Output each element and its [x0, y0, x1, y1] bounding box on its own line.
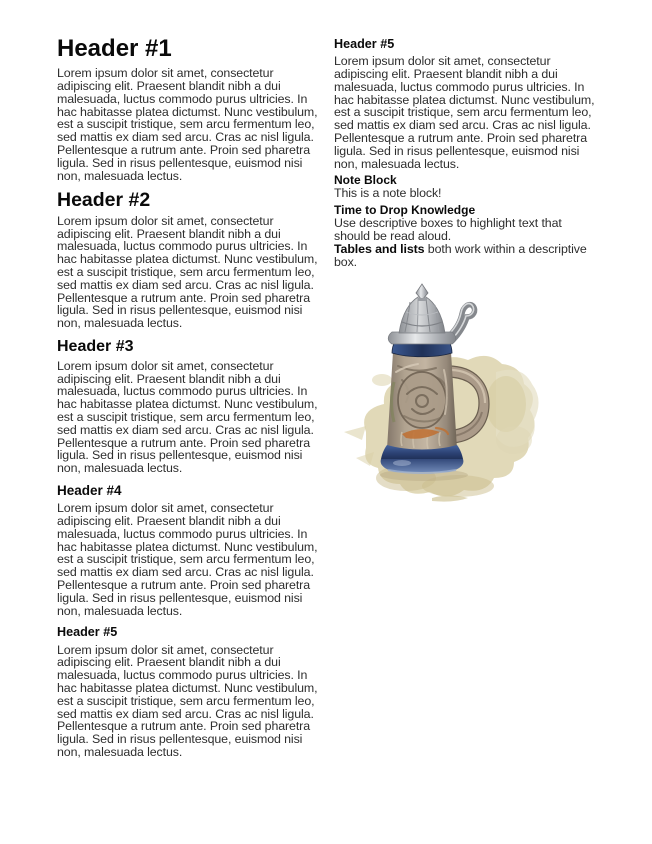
note-block-title: Note Block — [334, 173, 397, 188]
header-5-continued-paragraph: Lorem ipsum dolor sit amet, consectetur adipiscing elit. Praesent blandit nibh a dui malesuada, luctus commodo purus ultricies. In hac habitasse platea dictumst. Nunc vestibulum, est a suscipit tristique, sem arcu fermentum leo, sed mattis ex diam sed arcu. Cras ac nisl ligula. Pellentesque a rutrum ante. Proin sed pharetra ligula. Sed in risus pellentesque, euismod nisi non, malesuada lectus. — [334, 54, 595, 171]
header-2-title: Header #2 — [57, 189, 151, 212]
tables-and-lists-bold: Tables and lists — [334, 241, 425, 256]
tables-and-lists-rest: both work within a descriptive box. — [334, 241, 587, 269]
header-3-paragraph: Lorem ipsum dolor sit amet, consectetur adipiscing elit. Praesent blandit nibh a dui malesuada, luctus commodo purus ultricies. In hac habitasse platea dictumst. Nunc vestibulum, est a suscipit tristique, sem arcu fermentum leo, sed mattis ex diam sed arcu. Cras ac nisl ligula. Pellentesque a rutrum ante. Proin sed pharetra ligula. Sed in risus pellentesque, euismod nisi non, malesuada lectus. — [57, 358, 318, 476]
stein-lid — [399, 297, 445, 333]
note-block-text: This is a note block! — [334, 186, 442, 201]
header-5-continued-title: Header #5 — [334, 37, 395, 51]
header-1-title: Header #1 — [57, 35, 172, 62]
header-3-title: Header #3 — [57, 338, 134, 355]
header-4-title: Header #4 — [57, 482, 122, 498]
knowledge-block-title: Time to Drop Knowledge — [334, 203, 476, 218]
header-2-paragraph: Lorem ipsum dolor sit amet, consectetur adipiscing elit. Praesent blandit nibh a dui malesuada, luctus commodo purus ultricies. In hac habitasse platea dictumst. Nunc vestibulum, est a suscipit tristique, sem arcu fermentum leo, sed mattis ex diam sed arcu. Cras ac nisl ligula. Pellentesque a rutrum ante. Proin sed pharetra ligula. Sed in risus pellentesque, euismod nisi non, malesuada lectus. — [57, 213, 318, 331]
knowledge-block-text: Use descriptive boxes to highlight text that should be read aloud. — [334, 216, 562, 243]
beer-stein-illustration — [336, 282, 600, 517]
tables-and-lists-line — [334, 243, 600, 269]
stein-body — [387, 352, 457, 454]
header-5-paragraph: Lorem ipsum dolor sit amet, consectetur adipiscing elit. Praesent blandit nibh a dui malesuada, luctus commodo purus ultricies. In hac habitasse platea dictumst. Nunc vestibulum, est a suscipit tristique, sem arcu fermentum leo, sed mattis ex diam sed arcu. Cras ac nisl ligula. Pellentesque a rutrum ante. Proin sed pharetra ligula. Sed in risus pellentesque, euismod nisi non, malesuada lectus. — [57, 642, 318, 759]
header-1-paragraph: Lorem ipsum dolor sit amet, consectetur adipiscing elit. Praesent blandit nibh a dui malesuada, luctus commodo purus ultricies. In hac habitasse platea dictumst. Nunc vestibulum, est a suscipit tristique, sem arcu fermentum leo, sed mattis ex diam sed arcu. Cras ac nisl ligula. Pellentesque a rutrum ante. Proin sed pharetra ligula. Sed in risus pellentesque, euismod nisi non, malesuada lectus. — [57, 66, 318, 183]
left-column — [57, 36, 320, 759]
beer-stein-svg — [336, 282, 628, 512]
right-column — [334, 36, 600, 759]
header-5-title: Header #5 — [57, 625, 118, 640]
header-4-paragraph: Lorem ipsum dolor sit amet, consectetur adipiscing elit. Praesent blandit nibh a dui malesuada, luctus commodo purus ultricies. In hac habitasse platea dictumst. Nunc vestibulum, est a suscipit tristique, sem arcu fermentum leo, sed mattis ex diam sed arcu. Cras ac nisl ligula. Pellentesque a rutrum ante. Proin sed pharetra ligula. Sed in risus pellentesque, euismod nisi non, malesuada lectus. — [57, 501, 318, 618]
stein-lid-rim — [388, 332, 456, 344]
